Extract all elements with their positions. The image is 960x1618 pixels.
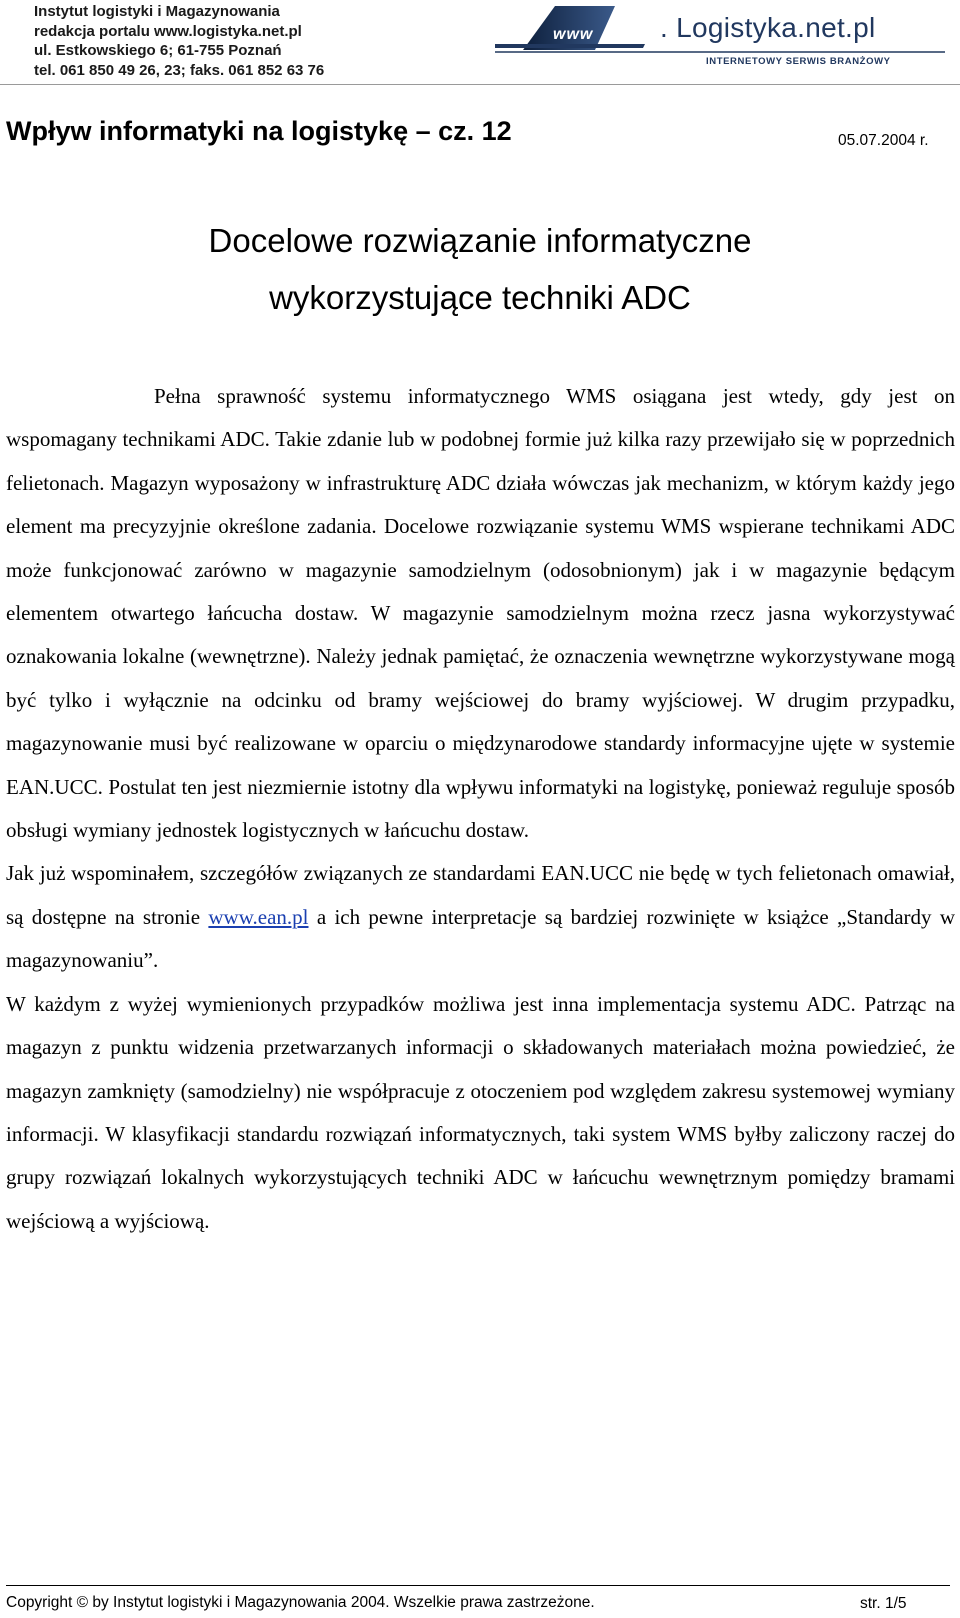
heading-line-2: wykorzystujące techniki ADC bbox=[269, 279, 691, 316]
paragraph-3: W każdym z wyżej wymienionych przypadków możliwa jest inna implementacja systemu ADC. Patrząc na magazyn z punktu widzenia przetwarzanych informacji o składowanych materiałach można powiedzieć, że magazyn zamknięty (samodzielny) nie współpracuje z otoczeniem pod względem zakresu systemowej wymiany informacji. W klasyfikacji standardu rozwiązań informatycznych, taki system WMS byłby zaliczony raczej do grupy rozwiązań lokalnych wykorzystujących techniki ADC w łańcuchu wewnętrznym pomiędzy bramami wejściową a wyjściową. bbox=[6, 991, 955, 1233]
header-divider bbox=[0, 84, 960, 85]
institute-portal: redakcja portalu www.logistyka.net.pl bbox=[34, 22, 302, 40]
paragraph-2 bbox=[6, 852, 955, 982]
series-title: Wpływ informatyki na logistykę – cz. 12 bbox=[6, 116, 512, 146]
article-heading bbox=[0, 212, 960, 326]
footer-copyright: Copyright © by Instytut logistyki i Magazynowania 2004. Wszelkie prawa zastrzeżone. bbox=[6, 1594, 595, 1611]
paragraph-2-end: a ich pewne interpretacje są bardziej rozwinięte w książce „Standardy w magazynowaniu”. bbox=[6, 904, 956, 973]
paragraph-2-start: Jak już wspominałem, szczegółów związanych ze standardami EAN.UCC nie będę w tych felietonach omawiał, są dostępne na stronie bbox=[6, 861, 955, 929]
logo-tagline: INTERNETOWY SERWIS BRANŻOWY bbox=[706, 56, 891, 67]
institute-phone: tel. 061 850 49 26, 23; faks. 061 852 63 76 bbox=[34, 61, 325, 79]
institute-address: ul. Estkowskiego 6; 61-755 Poznań bbox=[34, 42, 282, 59]
logo-www: www bbox=[553, 26, 594, 43]
page-header bbox=[0, 0, 960, 86]
logistyka-logo bbox=[495, 4, 945, 66]
publication-date: 05.07.2004 r. bbox=[838, 132, 929, 149]
page-number: str. 1/5 bbox=[860, 1595, 907, 1612]
institute-name: Instytut logistyki i Magazynowania bbox=[34, 3, 280, 20]
article-body bbox=[6, 375, 955, 1243]
logo-name: . Logistyka.net.pl bbox=[660, 12, 876, 43]
institute-info bbox=[34, 2, 324, 80]
paragraph-1: Pełna sprawność systemu informatycznego WMS osiągana jest wtedy, gdy jest on wspomagany technikami ADC. Takie zdanie lub w podobnej formie już kilka razy przewijało się w poprzednich felietonach. Magazyn wyposażony w infrastrukturę ADC działa wówczas jak mechanizm, w którym każdy jego element ma precyzyjnie określone zadania. Docelowe rozwiązanie systemu WMS wspierane technikami ADC może funkcjonować zarówno w magazynie samodzielnym (odosobnionym) jak i w magazynie będącym elementem otwartego łańcucha dostaw. W magazynie samodzielnym można rzecz jasna wykorzystywać oznakowania lokalne (wewnętrzne). Należy jednak pamiętać, że oznaczenia wewnętrzne wykorzystywane mogą być tylko i wyłącznie na odcinku od bramy wejściowej do bramy wyjściowej. W drugim przypadku, magazynowanie musi być realizowane w oparciu o międzynarodowe standardy informacyjne ujęte w systemie EAN.UCC. Postulat ten jest niezmiernie istotny dla wpływu informatyki na logistykę, ponieważ reguluje sposób obsługi wymiany jednostek logistycznych w łańcuchu dostaw. bbox=[6, 384, 955, 843]
heading-line-1: Docelowe rozwiązanie informatyczne bbox=[208, 222, 752, 259]
ean-link[interactable]: www.ean.pl bbox=[208, 904, 309, 929]
footer-divider bbox=[6, 1585, 950, 1586]
